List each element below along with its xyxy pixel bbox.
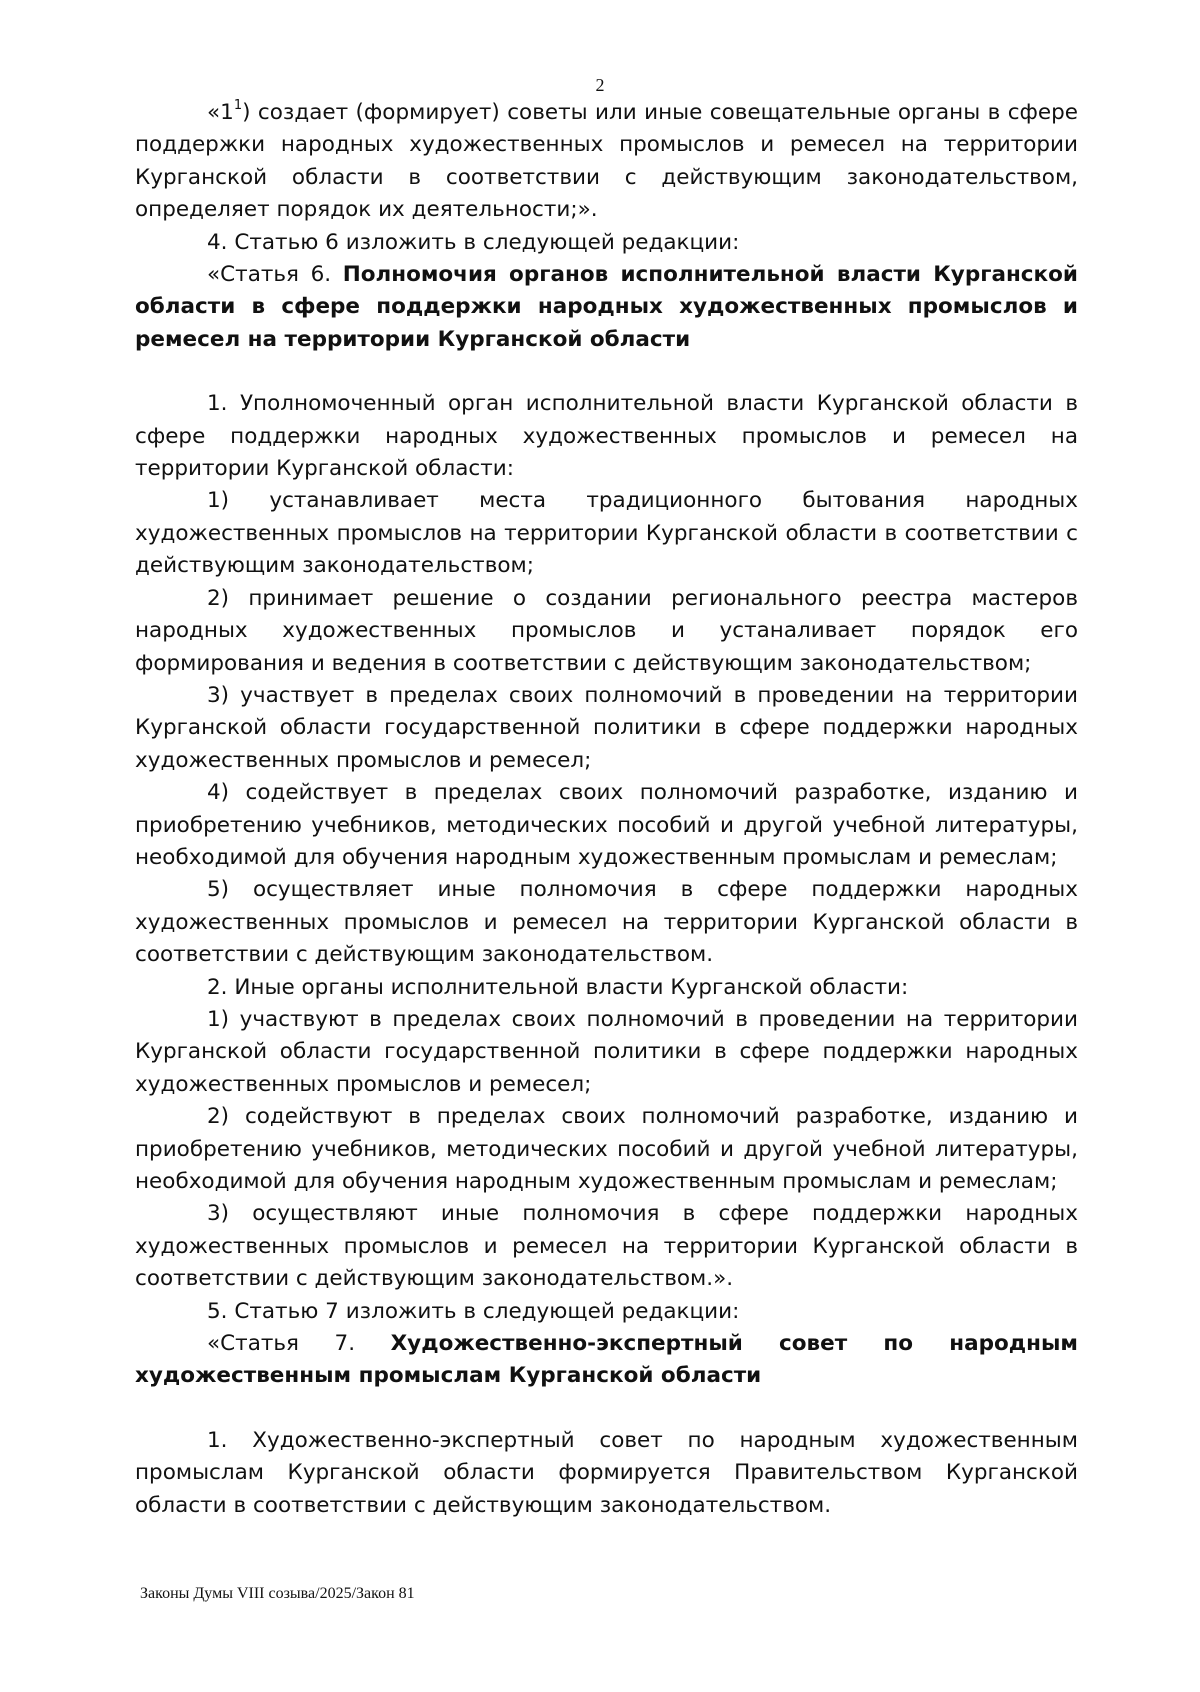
spacer xyxy=(135,1393,1078,1425)
document-body xyxy=(135,97,1078,1522)
article-7-part-1: 1. Художественно-экспертный совет по народным художественным промыслам Курганской области формируется Правительством Курганской области в соответствии с действующим законодательством. xyxy=(135,1427,1078,1518)
article-7-title: Художественно-экспертный совет по народным художественным промыслам Курганской области xyxy=(135,1331,1078,1389)
amendment-point-5: 5. Статью 7 изложить в следующей редакции: xyxy=(207,1298,740,1324)
article-7-heading xyxy=(135,1328,1078,1393)
superscript: 1 xyxy=(233,97,243,113)
paragraph-item-1-1 xyxy=(135,97,1078,227)
article-6-part-1-item-2: 2) принимает решение о создании регионального реестра мастеров народных художественных промыслов и устаналивает порядок его формирования и ведения в соответствии с действующим законодательством; xyxy=(135,585,1078,676)
article-6-part-1-item-1: 1) устанавливает места традиционного бытования народных художественных промыслов на территории Курганской области в соответствии с действующим законодательством; xyxy=(135,488,1078,579)
footer-reference: Законы Думы VIII созыва/2025/Закон 81 xyxy=(140,1585,415,1602)
article-6-part-2: 2. Иные органы исполнительной власти Курганской области: xyxy=(207,974,909,1000)
article-6-part-1-item-5: 5) осуществляет иные полномочия в сфере поддержки народных художественных промыслов и ремесел на территории Курганской области в соответствии с действующим законодательством. xyxy=(135,877,1078,968)
article-6-part-1-item-4: 4) содействует в пределах своих полномочий разработке, изданию и приобретению учебников, методических пособий и другой учебной литературы, необходимой для обучения народным художественным промыслам и ремеслам; xyxy=(135,780,1078,870)
article-6-prefix: «Статья 6. xyxy=(207,262,343,288)
article-7-prefix: «Статья 7. xyxy=(207,1331,391,1357)
spacer xyxy=(135,356,1078,388)
quote-open: «1 xyxy=(207,100,234,125)
article-6-part-1-item-3: 3) участвует в пределах своих полномочий в проведении на территории Курганской области государственной политики в сфере поддержки народных художественных промыслов и ремесел; xyxy=(135,682,1078,773)
article-6-heading xyxy=(135,259,1078,356)
article-6-part-1: 1. Уполномоченный орган исполнительной власти Курганской области в сфере поддержки народных художественных промыслов и ремесел на территории Курганской области: xyxy=(135,391,1078,482)
amendment-point-4: 4. Статью 6 изложить в следующей редакции: xyxy=(207,229,740,255)
page-number: 2 xyxy=(595,75,605,95)
article-6-part-2-item-2: 2) содействуют в пределах своих полномочий разработке, изданию и приобретению учебников, методических пособий и другой учебной литературы, необходимой для обучения народным художественным промыслам и ремеслам; xyxy=(135,1104,1078,1194)
article-6-part-2-item-3: 3) осуществляют иные полномочия в сфере поддержки народных художественных промыслов и ремесел на территории Курганской области в соответствии с действующим законодательством.». xyxy=(135,1201,1078,1292)
article-6-title: Полномочия органов исполнительной власти Курганской области в сфере поддержки народных художественных промыслов и ремесел на территории Курганской области xyxy=(135,262,1078,352)
paragraph-text: ) создает (формирует) советы или иные совещательные органы в сфере поддержки народных художественных промыслов и ремесел на территории Курганской области в соответствии с действующим законодательством, определяет порядок их деятельности;». xyxy=(135,100,1078,223)
article-6-part-2-item-1: 1) участвуют в пределах своих полномочий в проведении на территории Курганской области государственной политики в сфере поддержки народных художественных промыслов и ремесел; xyxy=(135,1006,1078,1097)
